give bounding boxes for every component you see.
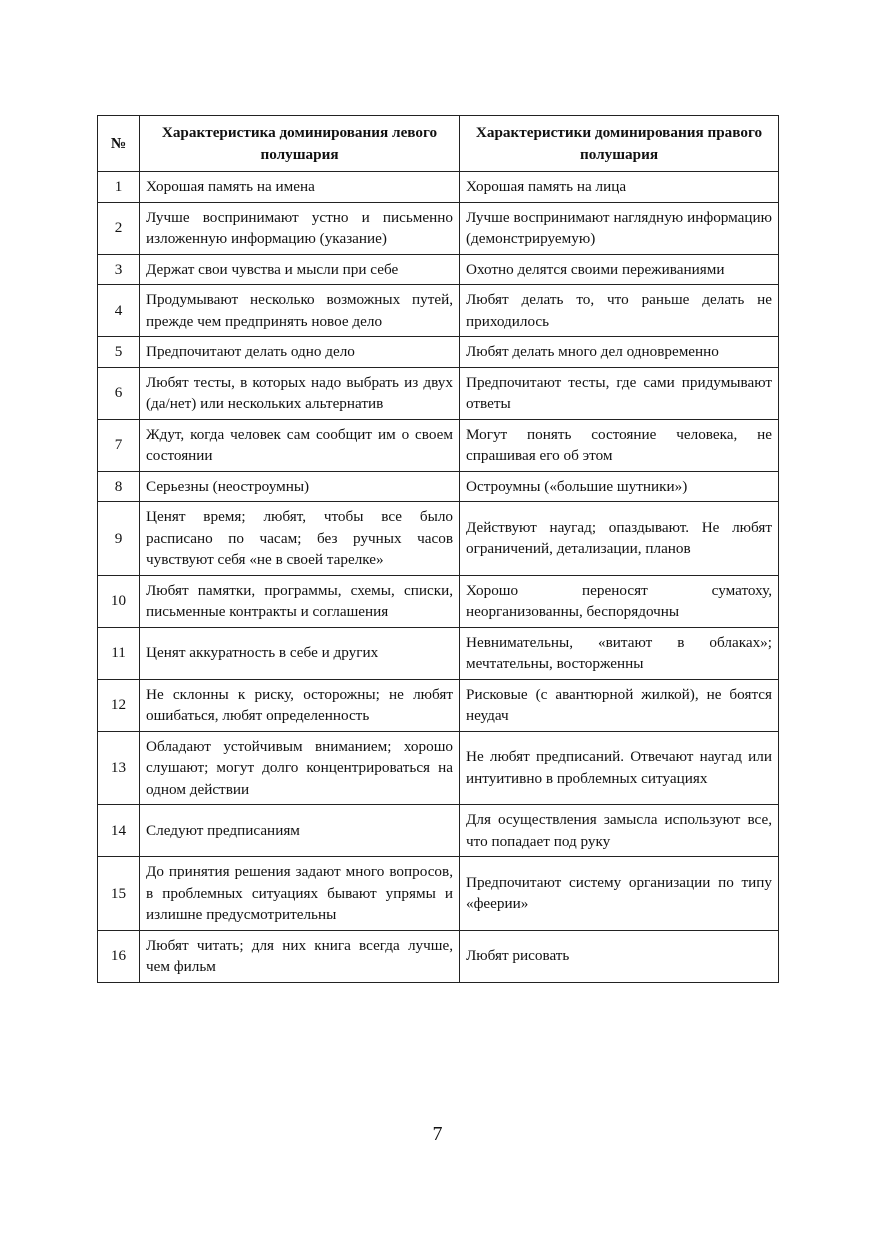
- left-trait: До принятия решения задают много вопросов, в проблемных ситуациях бывают упрямы и излишне предусмотрительны: [140, 857, 460, 931]
- left-trait: Любят памятки, программы, схемы, списки, письменные контракты и соглашения: [140, 575, 460, 627]
- row-number: 1: [98, 172, 140, 203]
- row-number: 13: [98, 731, 140, 805]
- row-number: 2: [98, 202, 140, 254]
- right-trait: Могут понять состояние человека, не спрашивая его об этом: [460, 419, 779, 471]
- table-row: [98, 337, 779, 368]
- table-row: [98, 502, 779, 576]
- right-trait: Не любят предписаний. Отвечают наугад или интуитивно в проблемных ситуациях: [460, 731, 779, 805]
- table-row: [98, 731, 779, 805]
- table-row: [98, 679, 779, 731]
- hemisphere-dominance-table: [97, 115, 779, 983]
- left-trait: Ценят аккуратность в себе и других: [140, 627, 460, 679]
- right-trait: Лучше воспринимают наглядную информацию (демонстрируемую): [460, 202, 779, 254]
- right-trait: Невнимательны, «витают в облаках»; мечтательны, восторженны: [460, 627, 779, 679]
- table-row: [98, 172, 779, 203]
- right-trait: Для осуществления замысла используют все, что попадает под руку: [460, 805, 779, 857]
- left-trait: Серьезны (неостроумны): [140, 471, 460, 502]
- row-number: 6: [98, 367, 140, 419]
- header-left-hemisphere: Характеристика доминирования левого полушария: [140, 116, 460, 172]
- row-number: 5: [98, 337, 140, 368]
- row-number: 10: [98, 575, 140, 627]
- left-trait: Следуют предписаниям: [140, 805, 460, 857]
- row-number: 8: [98, 471, 140, 502]
- left-trait: Продумывают несколько возможных путей, прежде чем предпринять новое дело: [140, 285, 460, 337]
- row-number: 11: [98, 627, 140, 679]
- left-trait: Держат свои чувства и мысли при себе: [140, 254, 460, 285]
- right-trait: Остроумны («большие шутники»): [460, 471, 779, 502]
- right-trait: Предпочитают тесты, где сами придумывают ответы: [460, 367, 779, 419]
- right-trait: Любят делать то, что раньше делать не приходилось: [460, 285, 779, 337]
- left-trait: Любят читать; для них книга всегда лучше, чем фильм: [140, 930, 460, 982]
- table-row: [98, 419, 779, 471]
- table-row: [98, 930, 779, 982]
- left-trait: Ценят время; любят, чтобы все было расписано по часам; без ручных часов чувствуют себя «не в своей тарелке»: [140, 502, 460, 576]
- table-row: [98, 805, 779, 857]
- left-trait: Лучше воспринимают устно и письменно изложенную информацию (указание): [140, 202, 460, 254]
- right-trait: Действуют наугад; опаздывают. Не любят ограничений, детализации, планов: [460, 502, 779, 576]
- row-number: 16: [98, 930, 140, 982]
- right-trait: Рисковые (с авантюрной жилкой), не боятся неудач: [460, 679, 779, 731]
- row-number: 9: [98, 502, 140, 576]
- right-trait: Любят рисовать: [460, 930, 779, 982]
- left-trait: Предпочитают делать одно дело: [140, 337, 460, 368]
- left-trait: Любят тесты, в которых надо выбрать из двух (да/нет) или нескольких альтернатив: [140, 367, 460, 419]
- table-row: [98, 575, 779, 627]
- right-trait: Хорошо переносят суматоху, неорганизованны, беспорядочны: [460, 575, 779, 627]
- table-row: [98, 627, 779, 679]
- row-number: 14: [98, 805, 140, 857]
- right-trait: Хорошая память на лица: [460, 172, 779, 203]
- left-trait: Хорошая память на имена: [140, 172, 460, 203]
- row-number: 12: [98, 679, 140, 731]
- header-right-hemisphere: Характеристики доминирования правого полушария: [460, 116, 779, 172]
- page-number: 7: [432, 1123, 443, 1145]
- table-row: [98, 254, 779, 285]
- row-number: 15: [98, 857, 140, 931]
- table-row: [98, 202, 779, 254]
- row-number: 4: [98, 285, 140, 337]
- left-trait: Не склонны к риску, осторожны; не любят ошибаться, любят определенность: [140, 679, 460, 731]
- table-row: [98, 367, 779, 419]
- left-trait: Ждут, когда человек сам сообщит им о своем состоянии: [140, 419, 460, 471]
- right-trait: Предпочитают систему организации по типу «феерии»: [460, 857, 779, 931]
- header-number: №: [98, 116, 140, 172]
- right-trait: Охотно делятся своими переживаниями: [460, 254, 779, 285]
- right-trait: Любят делать много дел одновременно: [460, 337, 779, 368]
- table-row: [98, 285, 779, 337]
- row-number: 3: [98, 254, 140, 285]
- row-number: 7: [98, 419, 140, 471]
- table-header-row: [98, 116, 779, 172]
- left-trait: Обладают устойчивым вниманием; хорошо слушают; могут долго концентрироваться на одном действии: [140, 731, 460, 805]
- table-row: [98, 857, 779, 931]
- table-row: [98, 471, 779, 502]
